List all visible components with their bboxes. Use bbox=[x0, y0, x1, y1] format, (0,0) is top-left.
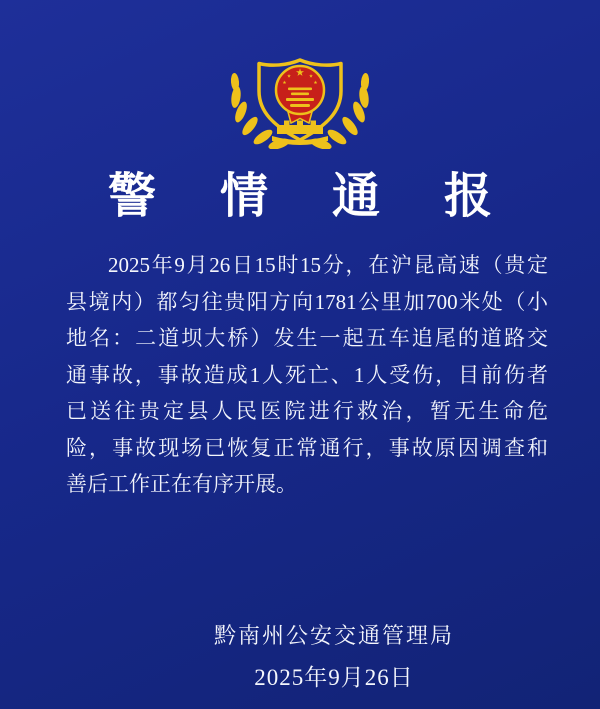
body-line: 善后工作正在有序开展。 bbox=[66, 472, 297, 496]
body-line: 县境内）都匀往贵阳方向1781公里加700米处（小 bbox=[66, 289, 548, 314]
body-line: 2025年9月26日15时15分，在沪昆高速（贵定 bbox=[108, 253, 548, 277]
notice-body bbox=[66, 247, 548, 503]
body-line: 险，事故现场已恢复正常通行，事故原因调查和 bbox=[66, 435, 548, 460]
body-line: 地名：二道坝大桥）发生一起五车追尾的道路交 bbox=[66, 326, 548, 350]
issuing-authority: 黔南州公安交通管理局 bbox=[213, 622, 454, 648]
notice-title: 警 情 通 报 bbox=[107, 170, 518, 223]
police-badge-svg bbox=[225, 57, 375, 149]
notice-date: 2025年9月26日 bbox=[254, 664, 414, 690]
body-line: 已送往贵定县人民医院进行救治，暂无生命危 bbox=[66, 399, 548, 423]
signature-block bbox=[0, 621, 600, 693]
body-line: 通事故，事故造成1人死亡、1人受伤，目前伤者 bbox=[66, 362, 548, 387]
police-badge-icon bbox=[225, 0, 375, 149]
